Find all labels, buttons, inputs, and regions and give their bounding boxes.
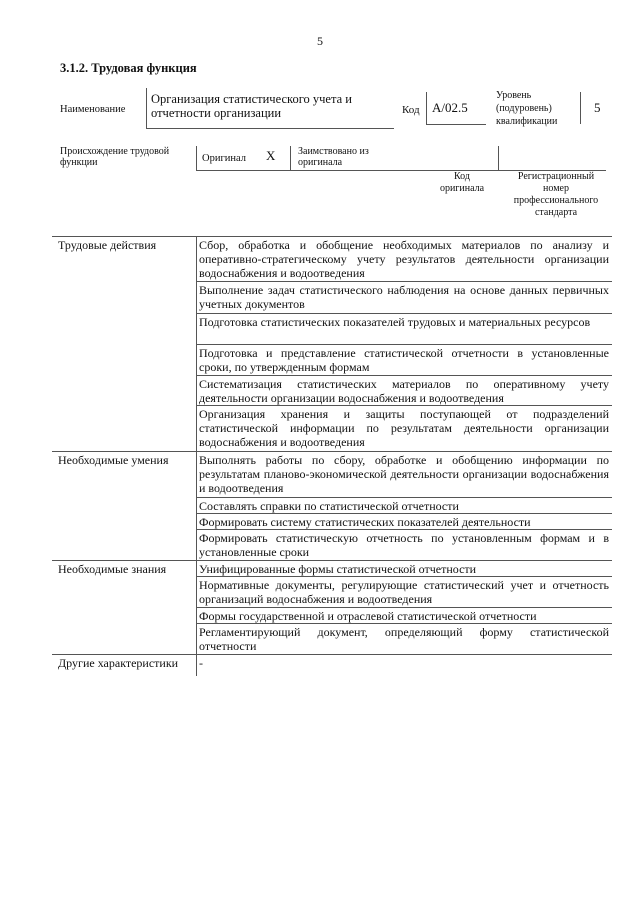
action-item: Систематизация статистических материалов по оперативному учету деятельности организации водоснабжения и водоотведения [199,377,609,405]
section-title: 3.1.2. Трудовая функция [60,61,197,75]
skill-item: Формировать систему статистических показателей деятельности [199,515,531,529]
action-item: Выполнение задач статистического наблюдения на основе данных первичных учетных документов [199,283,609,311]
action-item: Подготовка статистических показателей трудовых и материальных ресурсов [199,315,591,329]
other-item: - [199,656,203,670]
section-label-skills: Необходимые умения [58,453,169,467]
skill-item: Формировать статистическую отчетность по установленным формам и в установленные сроки [199,531,609,559]
original-mark: X [266,148,276,163]
code-original-label: Код оригинала [439,171,485,194]
knowledge-item: Унифицированные формы статистической отчетности [199,562,477,576]
name-label: Наименование [60,104,126,115]
action-item: Организация хранения и защиты поступающей от подразделений статистической информации по результатам деятельности организации водоснабжения и водоотведения [199,407,609,449]
knowledge-item: Нормативные документы, регулирующие статистический учет и отчетность организаций водоснабжения и водоотведения [199,578,609,606]
skill-item: Составлять справки по статистической отчетности [199,499,459,513]
skill-item: Выполнять работы по сбору, обработке и обобщению информации по результатам планово-экономической деятельности организации водоснабжения и водоотведения [199,453,609,495]
level-value: 5 [594,100,601,115]
knowledge-item: Формы государственной и отраслевой статистической отчетности [199,609,537,623]
page-number: 5 [317,34,323,48]
name-value: Организация статистического учета и отчетности организации [151,92,352,120]
code-value: А/02.5 [432,100,468,115]
borrowed-label: Заимствовано из оригинала [298,146,369,168]
section-label-other: Другие характеристики [58,656,179,670]
action-item: Подготовка и представление статистической отчетности в установленные сроки, по утвержденным формам [199,346,609,374]
action-item: Сбор, обработка и обобщение необходимых материалов по анализу и оперативно-стратегическому учету результатов деятельности организации водоснабжения и водоотведения [199,238,609,280]
level-label: Уровень (подуровень) квалификации [496,90,558,127]
original-label: Оригинал [202,153,246,164]
knowledge-item: Регламентирующий документ, определяющий форму статистической отчетности [199,625,609,653]
reg-number-label: Регистрационный номер профессионального стандарта [513,171,599,218]
section-label-actions: Трудовые действия [58,238,157,252]
code-label: Код [402,104,420,116]
origin-label: Происхождение трудовой функции [60,146,170,168]
section-label-knowledge: Необходимые знания [58,562,167,576]
